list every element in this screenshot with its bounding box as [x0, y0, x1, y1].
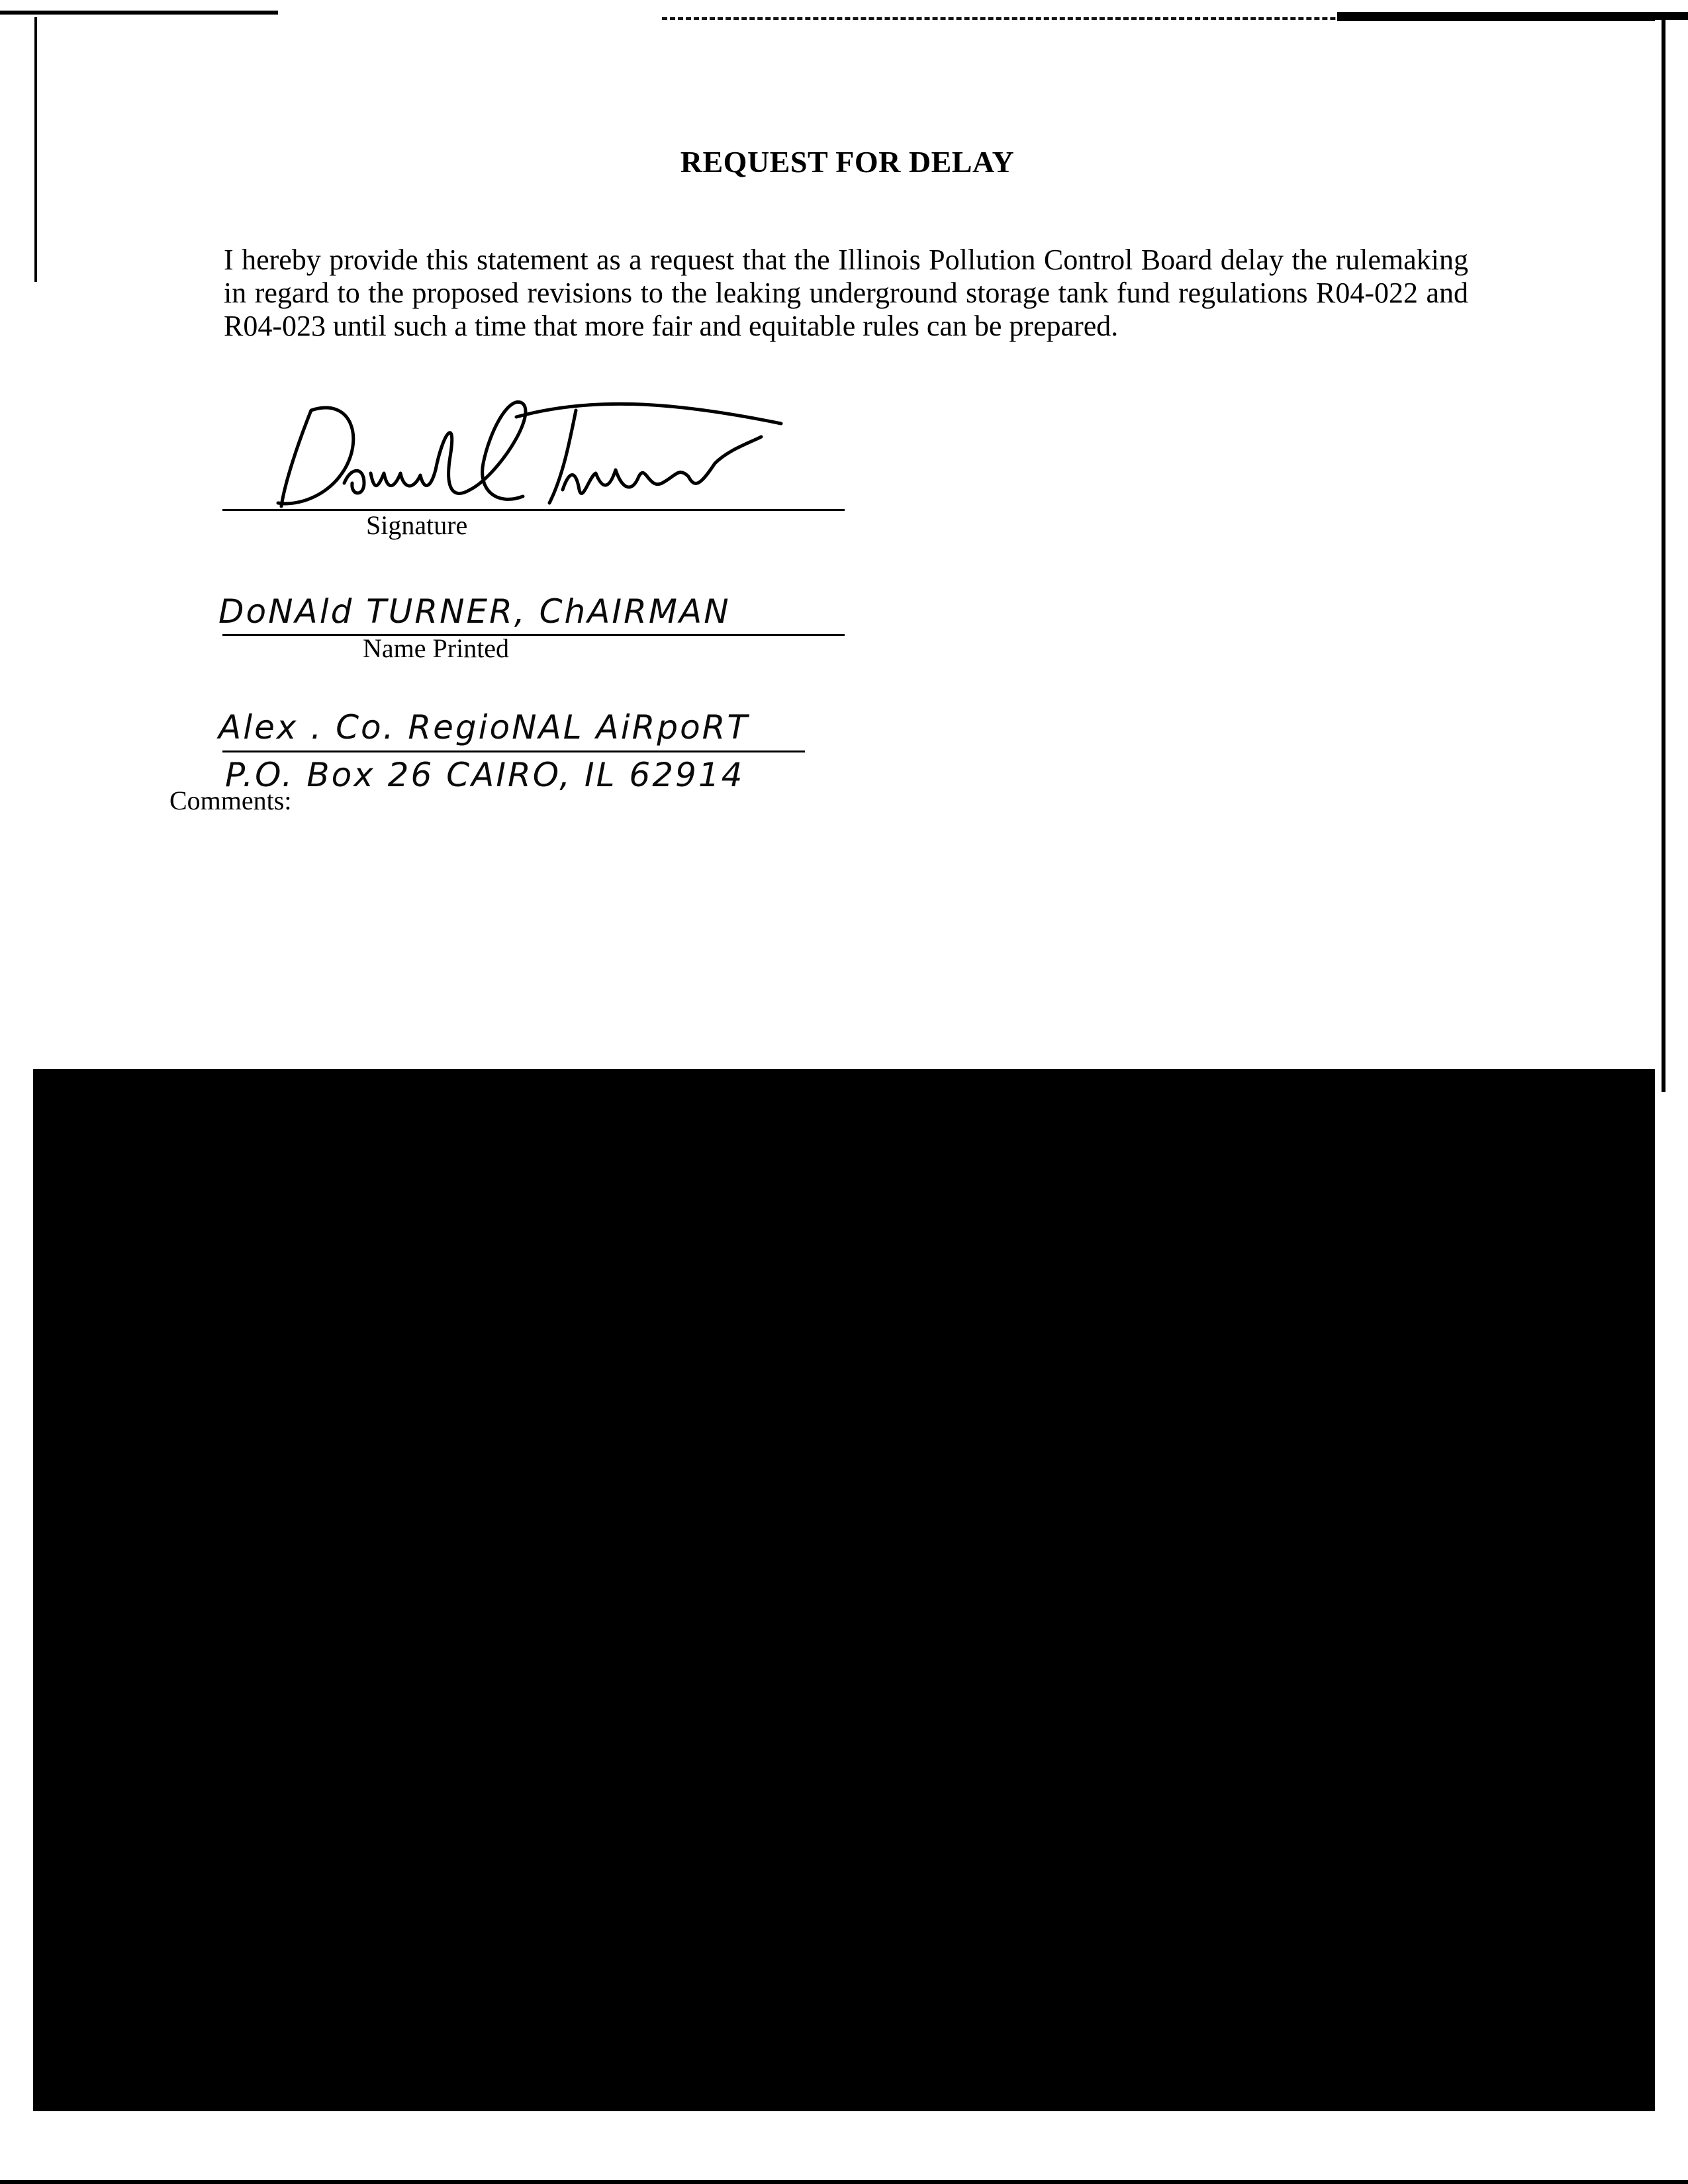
scan-edge-right [1655, 20, 1688, 1092]
request-statement: I hereby provide this statement as a request that the Illinois Pollution Control Board delay the rulemaking in regard to the proposed revisions to the leaking underground storage tank fund regulations R04-022 and R04-023 until such a time that more fair and equitable rules can be prepared. [224, 244, 1468, 342]
signature-label: Signature [366, 510, 468, 540]
handwritten-printed-name: DoNAld TURNER, ChAIRMAN [218, 592, 731, 631]
scan-edge-top-left [0, 11, 278, 15]
handwritten-comment-line-2: P.O. Box 26 CAIRO, IL 62914 [225, 756, 745, 794]
scan-edge-top-right [1337, 12, 1688, 32]
document-title: REQUEST FOR DELAY [680, 145, 1015, 179]
scan-edge-bottom [0, 2111, 1688, 2184]
name-printed-line [222, 634, 845, 636]
redaction-block [33, 1069, 1655, 2111]
comments-label: Comments: [169, 786, 292, 815]
signature-line [222, 509, 845, 511]
handwritten-comment-line-1: Alex . Co. RegioNAL AiRpoRT [218, 708, 749, 747]
comment-line [222, 751, 805, 752]
name-printed-label: Name Printed [363, 633, 510, 663]
handwritten-signature [271, 390, 794, 523]
